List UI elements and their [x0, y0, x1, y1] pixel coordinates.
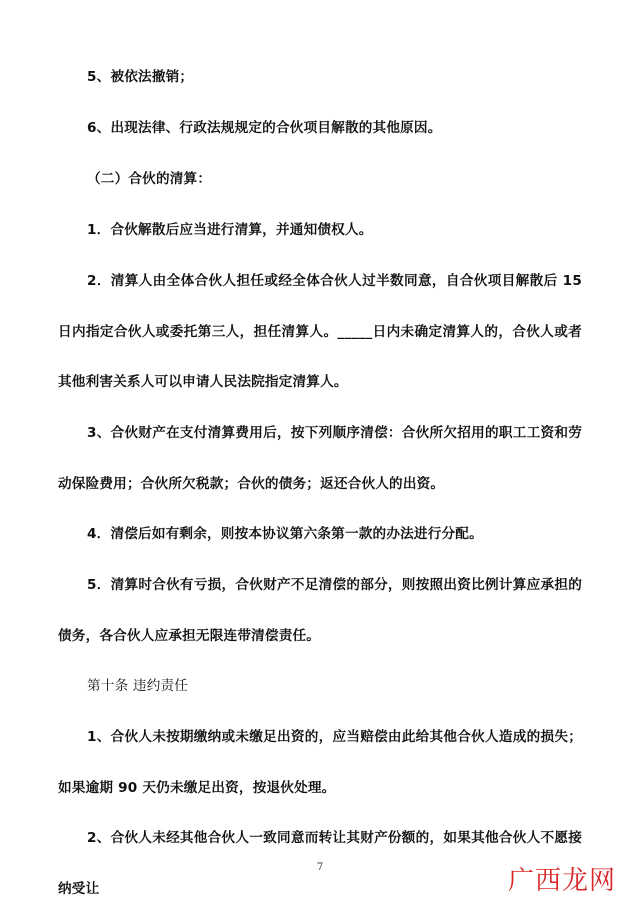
- section-heading-liquidation: （二）合伙的清算：: [87, 171, 212, 187]
- paragraph-liquidation-2: 2．清算人由全体合伙人担任或经全体合伙人过半数同意，自合伙项目解散后 15 日内指定合伙人或委托第三人，担任清算人。_____日内未确定清算人的，合伙人或者其他利害关系人可以申请人民法院指定清算人。: [58, 273, 582, 390]
- paragraph-item-6: 6、出现法律、行政法规规定的合伙项目解散的其他原因。: [87, 120, 442, 136]
- paragraph-breach-2: 2、合伙人未经其他合伙人一致同意而转让其财产份额的，如果其他合伙人不愿接纳受让: [58, 830, 582, 897]
- paragraph-breach-1: 1、合伙人未按期缴纳或未缴足出资的，应当赔偿由此给其他合伙人造成的损失；如果逾期 90 天仍未缴足出资，按退伙处理。: [58, 729, 582, 796]
- paragraph-liquidation-1: 1．合伙解散后应当进行清算，并通知债权人。: [87, 222, 373, 238]
- page-number: 7: [316, 862, 324, 873]
- paragraph-liquidation-3: 3、合伙财产在支付清算费用后，按下列顺序清偿：合伙所欠招用的职工工资和劳动保险费用；合伙所欠税款；合伙的债务；返还合伙人的出资。: [58, 425, 582, 492]
- watermark-logo: 广西龙网: [507, 866, 616, 896]
- paragraph-item-5: 5、被依法撤销；: [87, 69, 194, 85]
- paragraph-liquidation-4: 4．清偿后如有剩余，则按本协议第六条第一款的办法进行分配。: [87, 526, 483, 542]
- article-heading-breach: 第十条 违约责任: [87, 678, 189, 694]
- paragraph-liquidation-5: 5．清算时合伙有亏损，合伙财产不足清偿的部分，则按照出资比例计算应承担的债务，各合伙人应承担无限连带清偿责任。: [58, 577, 582, 644]
